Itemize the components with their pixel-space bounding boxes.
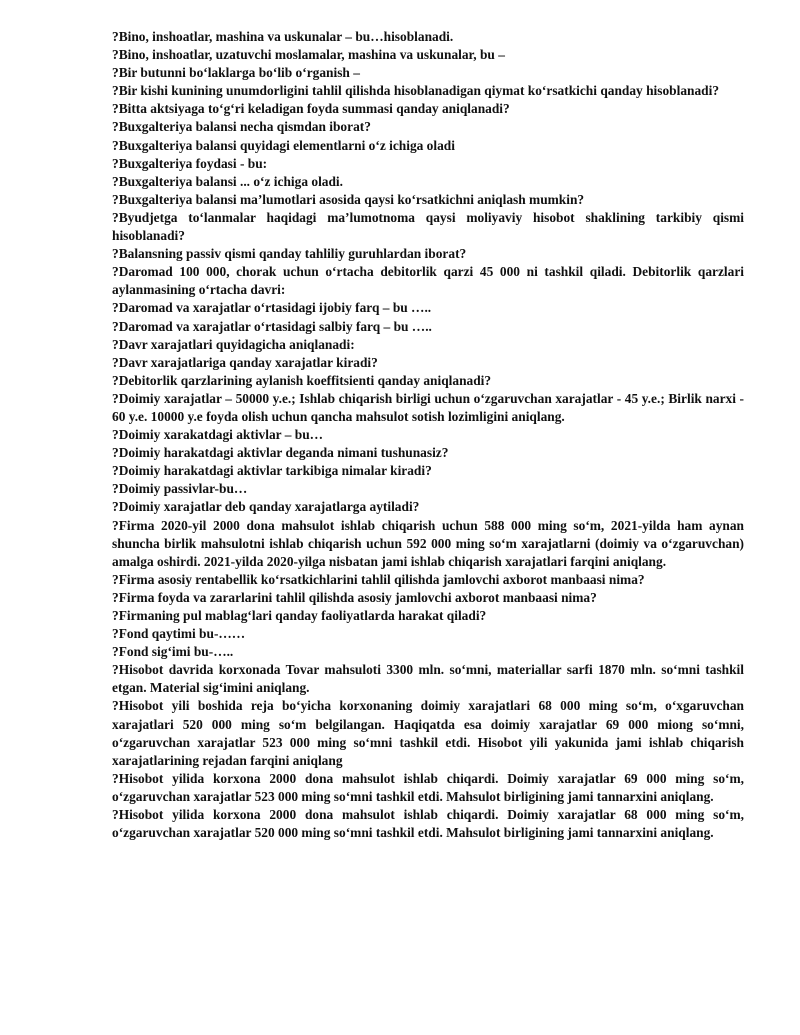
question-item: ?Doimiy xarakatdagi aktivlar – bu… [112, 427, 324, 443]
question-item: ?Doimiy harakatdagi aktivlar deganda nimani tushunasiz? [112, 445, 449, 461]
question-item: ?Buxgalteriya foydasi - bu: [112, 155, 268, 171]
question-item: ?Firma asosiy rentabellik ko‘rsatkichlarini tahlil qilishda jamlovchi axborot manbaasi nima? [112, 571, 645, 587]
question-item: ?Buxgalteriya balansi necha qismdan iborat? [112, 119, 371, 135]
question-item: ?Hisobot davrida korxonada Tovar mahsuloti 3300 mln. so‘mni, materiallar sarfi 1870 mln. so‘mni tashkil etgan. Material sig‘imini aniqlang. [112, 662, 744, 696]
question-item: ?Hisobot yilida korxona 2000 dona mahsulot ishlab chiqardi. Doimiy xarajatlar 69 000 ming so‘m, o‘zgaruvchan xarajatlar 523 000 ming so‘mni tashkil etdi. Mahsulot birligining jami tannarxini aniqlang. [112, 770, 744, 804]
question-item: ?Debitorlik qarzlarining aylanish koeffitsienti qanday aniqlanadi? [112, 372, 492, 388]
question-item: ?Bir kishi kunining unumdorligini tahlil qilishda hisoblanadigan qiymat ko‘rsatkichi qanday hisoblanadi? [112, 83, 720, 99]
question-item: ?Doimiy xarajatlar deb qanday xarajatlarga aytiladi? [112, 499, 420, 515]
question-item: ?Bino, inshoatlar, uzatuvchi moslamalar, mashina va uskunalar, bu – [112, 47, 505, 63]
question-item: ?Buxgalteriya balansi quyidagi elementlarni o‘z ichiga oladi [112, 137, 455, 153]
question-item: ?Buxgalteriya balansi ... o‘z ichiga oladi. [112, 173, 344, 189]
question-item: ?Doimiy passivlar-bu… [112, 481, 248, 497]
question-item: ?Byudjetga to‘lanmalar haqidagi ma’lumotnoma qaysi moliyaviy hisobot shaklining tarkibiy qismi hisoblanadi? [112, 209, 744, 244]
question-item: ?Doimiy xarajatlar – 50000 y.e.; Ishlab chiqarish birligi uchun o‘zgaruvchan xarajatlar - 45 y.e.; Birlik narxi - 60 y.e. 10000 y.e foyda olish uchun qancha mahsulot sotish lozimligini aniqlang. [112, 390, 744, 424]
question-item: ?Balansning passiv qismi qanday tahliliy guruhlardan iborat? [112, 246, 467, 262]
question-item: ?Fond sig‘imi bu-….. [112, 644, 234, 660]
question-item: ?Doimiy harakatdagi aktivlar tarkibiga nimalar kiradi? [112, 463, 432, 479]
question-item: ?Bino, inshoatlar, mashina va uskunalar – bu…hisoblanadi. [112, 29, 454, 44]
question-item: ?Buxgalteriya balansi ma’lumotlari asosida qaysi ko‘rsatkichni aniqlash mumkin? [112, 191, 585, 207]
question-item: ?Daromad va xarajatlar o‘rtasidagi salbiy farq – bu ….. [112, 318, 432, 334]
question-item: ?Fond qaytimi bu-…… [112, 626, 246, 642]
question-item: ?Bitta aktsiyaga to‘g‘ri keladigan foyda summasi qanday aniqlanadi? [112, 101, 510, 117]
question-item: ?Bir butunni bo‘laklarga bo‘lib o‘rganish – [112, 65, 360, 81]
question-item: ?Firma foyda va zararlarini tahlil qilishda asosiy jamlovchi axborot manbaasi nima? [112, 589, 597, 605]
question-item: ?Davr xarajatlariga qanday xarajatlar kiradi? [112, 354, 378, 370]
question-item: ?Firma 2020-yil 2000 dona mahsulot ishlab chiqarish uchun 588 000 ming so‘m, 2021-yilda ham aynan shuncha birlik mahsulotni ishlab chiqarish uchun 592 000 ming so‘m xarajatlarni (doimiy va o‘zgaruvchan) amalga oshirdi. 2021-yilda 2020-yilga nisbatan jami ishlab chiqarish xarajatlari farqini aniqlang. [112, 517, 744, 569]
question-list [112, 28, 744, 842]
question-item: ?Hisobot yilida korxona 2000 dona mahsulot ishlab chiqardi. Doimiy xarajatlar 68 000 ming so‘m, o‘zgaruvchan xarajatlar 520 000 ming so‘mni tashkil etdi. Mahsulot birligining jami tannarxini aniqlang. [112, 807, 744, 841]
question-item: ?Daromad 100 000, chorak uchun o‘rtacha debitorlik qarzi 45 000 ni tashkil qiladi. Debitorlik qarzlari aylanmasining o‘rtacha davri: [112, 264, 744, 298]
question-item: ?Firmaning pul mablag‘lari qanday faoliyatlarda harakat qiladi? [112, 608, 487, 623]
question-item: ?Hisobot yili boshida reja bo‘yicha korxonaning doimiy xarajatlari 68 000 ming so‘m, o‘xgaruvchan xarajatlari 520 000 ming so‘m belgilangan. Haqiqatda esa doimiy xarajatlar 69 000 miong so‘mni, o‘zgaruvchan xarajatlar 523 000 ming so‘mni tashkil etdi. Hisobot yili yakunida jami ishlab chiqarish xarajatlarining rejadan farqini aniqlang [112, 698, 744, 768]
question-item: ?Davr xarajatlari quyidagicha aniqlanadi: [112, 336, 355, 352]
question-item: ?Daromad va xarajatlar o‘rtasidagi ijobiy farq – bu ….. [112, 300, 432, 316]
